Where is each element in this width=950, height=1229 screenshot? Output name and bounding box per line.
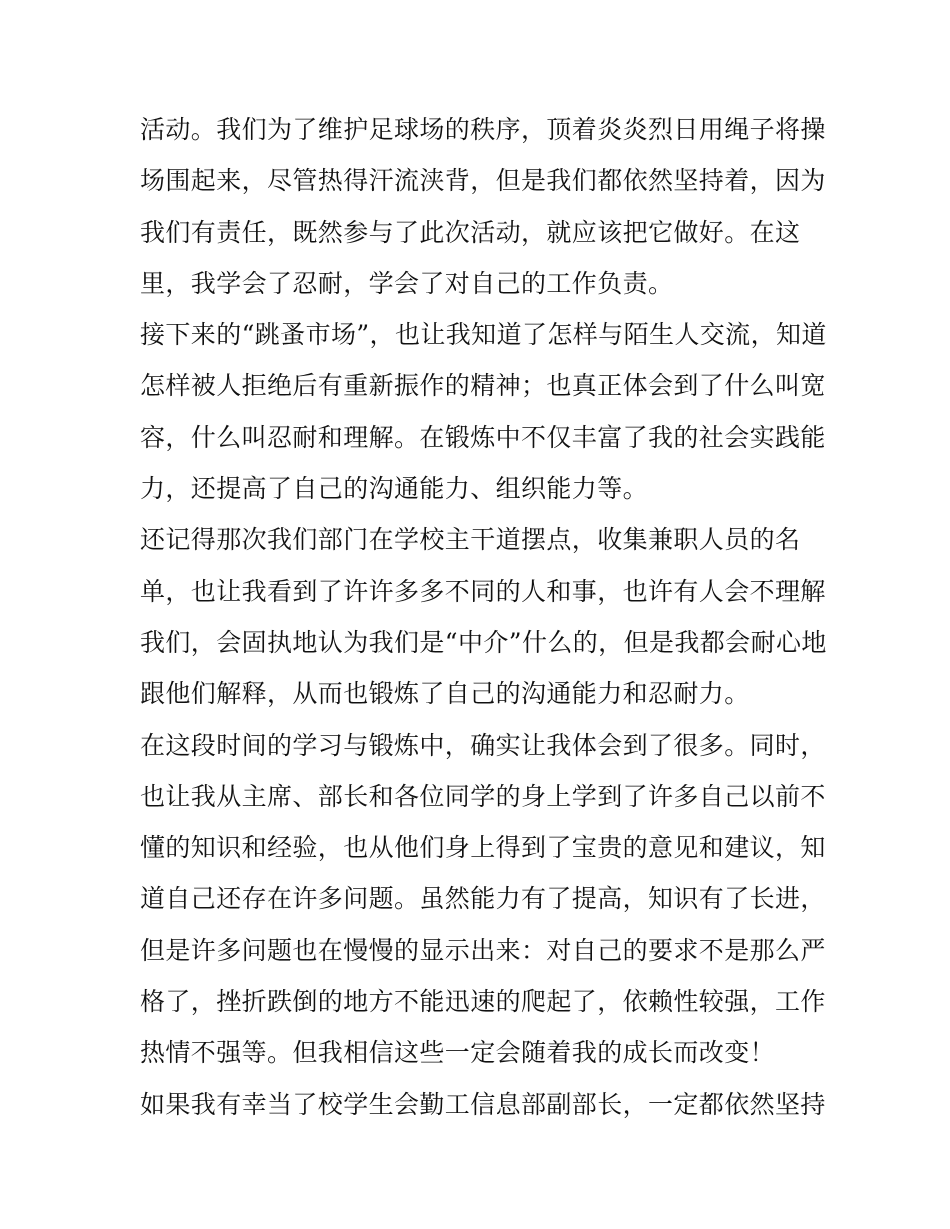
text-line: 单，也让我看到了许许多多不同的人和事，也许有人会不理解 (140, 576, 826, 606)
text-line: 力，还提高了自己的沟通能力、组织能力等。 (140, 474, 649, 504)
text-line: 接下来的“跳蚤市场”，也让我知道了怎样与陌生人交流，知道 (140, 320, 827, 350)
text-line: 怎样被人拒绝后有重新振作的精神；也真正体会到了什么叫宽 (140, 371, 826, 401)
text-line: 还记得那次我们部门在学校主干道摆点，收集兼职人员的名 (140, 525, 801, 555)
text-line: 道自己还存在许多问题。虽然能力有了提高，知识有了长进， (140, 884, 826, 914)
text-line: 里，我学会了忍耐，学会了对自己的工作负责。 (140, 268, 674, 298)
text-line: 如果我有幸当了校学生会勤工信息部副部长，一定都依然坚持 (140, 1089, 826, 1119)
text-line: 活动。我们为了维护足球场的秩序，顶着炎炎烈日用绳子将操 (140, 115, 826, 144)
text-line: 容，什么叫忍耐和理解。在锻炼中不仅丰富了我的社会实践能 (140, 422, 826, 452)
text-line: 也让我从主席、部长和各位同学的身上学到了许多自己以前不 (140, 781, 826, 811)
text-line: 跟他们解释，从而也锻炼了自己的沟通能力和忍耐力。 (140, 679, 750, 709)
text-line: 格了，挫折跌倒的地方不能迅速的爬起了，依赖性较强，工作 (140, 987, 826, 1017)
body-text (140, 104, 827, 1130)
text-line: 热情不强等。但我相信这些一定会随着我的成长而改变！ (140, 1038, 776, 1068)
text-line: 懂的知识和经验，也从他们身上得到了宝贵的意见和建议，知 (140, 833, 826, 863)
text-line: 在这段时间的学习与锻炼中，确实让我体会到了很多。同时， (140, 730, 826, 760)
text-line: 但是许多问题也在慢慢的显示出来：对自己的要求不是那么严 (140, 935, 826, 965)
text-line: 场围起来，尽管热得汗流浃背，但是我们都依然坚持着，因为 (140, 166, 826, 196)
text-line: 我们，会固执地认为我们是“中介”什么的，但是我都会耐心地 (140, 627, 827, 657)
text-line: 我们有责任，既然参与了此次活动，就应该把它做好。在这 (140, 217, 801, 247)
